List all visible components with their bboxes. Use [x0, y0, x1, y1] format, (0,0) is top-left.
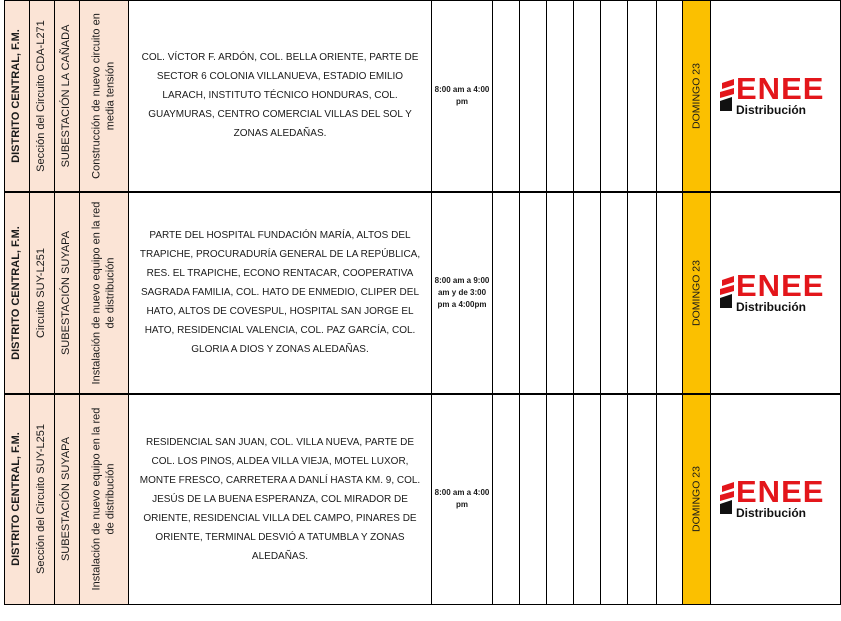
- empty-day-cell: [493, 394, 520, 605]
- empty-day-cell: [520, 1, 547, 192]
- empty-day-cell: [601, 394, 628, 605]
- substation-label: SUBESTACIÓN SUYAPA: [60, 437, 73, 562]
- empty-day-cell: [547, 394, 574, 605]
- schedule-time: 8:00 am a 4:00 pm: [432, 394, 493, 605]
- work-description: Construcción de nuevo circuito en media tensión: [90, 12, 116, 179]
- empty-day-cell: [657, 1, 683, 192]
- schedule-time: 8:00 am a 4:00 pm: [432, 1, 493, 192]
- enee-logo-mark-icon: [720, 79, 734, 111]
- circuit-label: Sección del Circuito SUY-L251: [35, 424, 48, 575]
- enee-logo-mark-icon: [720, 276, 734, 308]
- schedule-row: [5, 192, 841, 394]
- empty-day-cell: [601, 1, 628, 192]
- schedule-row: [5, 394, 841, 605]
- schedule-time: 8:00 am a 9:00 am y de 3:00 pm a 4:00pm: [432, 192, 493, 394]
- empty-day-cell: [628, 1, 657, 192]
- enee-logo-subtitle: Distribución: [736, 299, 807, 314]
- substation-label: SUBESTACIÓN LA CAÑADA: [60, 24, 73, 168]
- day-label: DOMINGO 23: [689, 259, 702, 326]
- empty-day-cell: [547, 1, 574, 192]
- empty-day-cell: [574, 394, 601, 605]
- affected-areas: RESIDENCIAL SAN JUAN, COL. VILLA NUEVA, PARTE DE COL. LOS PINOS, ALDEA VILLA VIEJA, MOTEL LUXOR, MONTE FRESCO, CARRETERA A DANLÍ HASTA KM. 9, COL. JESÚS DE LA BUENA ESPERANZA, COL MIRADOR DE ORIENTE, RESIDENCIAL VILLA DEL CAMPO, PINARES DE ORIENTE, TERMINAL DESVIÓ A TATUMBLA Y ZONAS ALEDAÑAS.: [129, 394, 432, 605]
- work-description: Instalación de nuevo equipo en la red de distribución: [90, 407, 116, 591]
- enee-logo-text: ENEE: [736, 474, 825, 510]
- circuit-label: Sección del Circuito CDA-L271: [35, 19, 48, 172]
- enee-logo-text: ENEE: [736, 70, 825, 106]
- district-label: DISTRITO CENTRAL, F.M.: [10, 28, 23, 163]
- empty-day-cell: [493, 192, 520, 394]
- empty-day-cell: [547, 192, 574, 394]
- empty-day-cell: [657, 394, 683, 605]
- enee-logo: [711, 394, 841, 605]
- affected-areas: PARTE DEL HOSPITAL FUNDACIÓN MARÍA, ALTOS DEL TRAPICHE, PROCURADURÍA GENERAL DE LA REPÚBLICA, RES. EL TRAPICHE, ECONO RENTACAR, COOPERATIVA SAGRADA FAMILIA, COL. HATO DE ENMEDIO, CLIPER DEL HATO, ALTOS DE COVESPUL, HOSPITAL SAN JORGE EL HATO, RESIDENCIAL VALENCIA, COL. PAZ GARCÍA, COL. GLORIA A DIOS Y ZONAS ALEDAÑAS.: [129, 192, 432, 394]
- empty-day-cell: [628, 394, 657, 605]
- circuit-label: Circuito SUY-L251: [35, 247, 48, 338]
- enee-logo-subtitle: Distribución: [736, 102, 807, 117]
- enee-logo-subtitle: Distribución: [736, 506, 807, 521]
- day-label: DOMINGO 23: [689, 62, 702, 129]
- work-description: Instalación de nuevo equipo en la red de distribución: [90, 201, 116, 384]
- empty-day-cell: [520, 394, 547, 605]
- enee-logo-text: ENEE: [736, 267, 825, 303]
- schedule-row: [5, 1, 841, 192]
- enee-logo: [711, 192, 841, 394]
- empty-day-cell: [574, 1, 601, 192]
- substation-label: SUBESTACIÓN SUYAPA: [60, 230, 73, 355]
- empty-day-cell: [574, 192, 601, 394]
- empty-day-cell: [493, 1, 520, 192]
- empty-day-cell: [657, 192, 683, 394]
- enee-logo: [711, 1, 841, 192]
- empty-day-cell: [628, 192, 657, 394]
- outage-schedule-table: [4, 0, 841, 605]
- enee-logo-mark-icon: [720, 482, 734, 514]
- district-label: DISTRITO CENTRAL, F.M.: [10, 225, 23, 360]
- affected-areas: COL. VÍCTOR F. ARDÓN, COL. BELLA ORIENTE, PARTE DE SECTOR 6 COLONIA VILLANUEVA, ESTADIO EMILIO LARACH, INSTITUTO TÉCNICO HONDURAS, COL. GUAYMURAS, CENTRO COMERCIAL VILLAS DEL SOL Y ZONAS ALEDAÑAS.: [129, 1, 432, 192]
- day-label: DOMINGO 23: [689, 466, 702, 533]
- district-label: DISTRITO CENTRAL, F.M.: [10, 432, 23, 567]
- empty-day-cell: [520, 192, 547, 394]
- empty-day-cell: [601, 192, 628, 394]
